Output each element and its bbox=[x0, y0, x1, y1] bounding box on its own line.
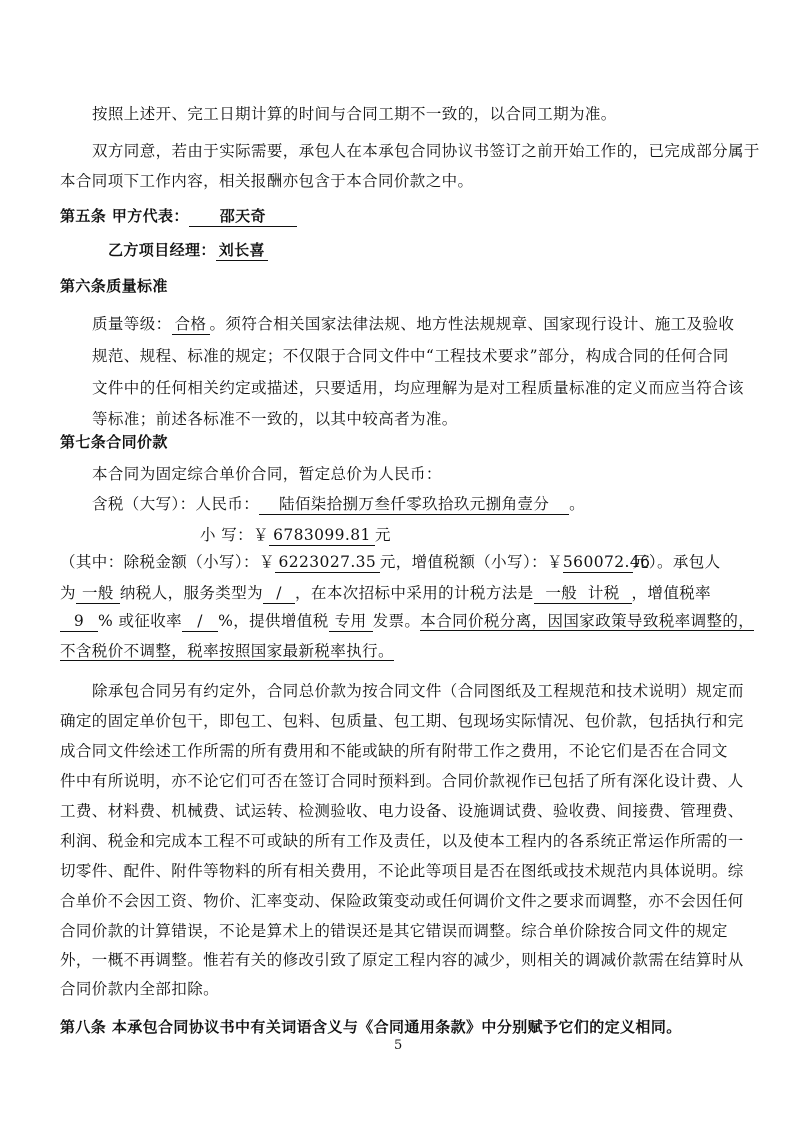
text: ，增值税率 bbox=[631, 584, 712, 602]
price-intro: 本合同为固定综合单价合同，暂定总价为人民币： bbox=[92, 465, 442, 483]
text: ，在本次招标中采用的计税方法是 bbox=[295, 584, 534, 602]
paragraph-line: 利润、税金和完成本工程不可或缺的所有工作及责任，以及使本工程内的各系统正常运作所需的一 bbox=[60, 832, 744, 850]
contractor-text: 元）。承包人 bbox=[632, 553, 721, 571]
paragraph-line: 确定的固定单价包干，即包工、包料、包质量、包工期、包现场实际情况、包价款，包括执行和完 bbox=[60, 712, 744, 730]
paragraph-line: 外，一概不再调整。惟若有关的修改引致了原定工程内容的减少，则相关的调减价款需在结算时从 bbox=[60, 951, 744, 969]
text: 发票。 bbox=[372, 612, 421, 630]
paragraph-line: 件中有所说明，亦不论它们可否在签订合同时预料到。合同价款视作已包括了所有深化设计费、人 bbox=[60, 772, 744, 790]
price-small-row bbox=[200, 525, 391, 546]
article-8-heading: 第八条 本承包合同协议书中有关词语含义与《合同通用条款》中分别赋予它们的定义相同。 bbox=[60, 1018, 682, 1036]
quality-grade: 合格 bbox=[172, 315, 210, 335]
punctuation: 。 bbox=[569, 495, 586, 513]
paragraph-line: 除承包合同另有约定外，合同总价款为按合同文件（合同图纸及工程规范和技术说明）规定而 bbox=[92, 682, 744, 700]
rate-note-row bbox=[60, 641, 394, 661]
vat-label: 元，增值税额（小写）：￥ bbox=[379, 553, 563, 571]
paragraph-line: 规范、规程、标准的规定；不仅限于合同文件中“工程技术要求”部分，构成合同的任何合同 bbox=[92, 347, 729, 365]
price-small-label: 小 写：￥ bbox=[200, 526, 269, 544]
price-small-unit: 元 bbox=[374, 526, 391, 544]
paragraph-line: 合单价不会因工资、物价、汇率变动、保险政策变动或任何调价文件之要求而调整，亦不会因任何 bbox=[60, 892, 744, 910]
paragraph-line: 切零件、配件、附件等物料的所有相关费用，不论此等项目是否在图纸或技术规范内具体说明。综 bbox=[60, 862, 744, 880]
price-capital-value: 陆佰柒拾捌万叁仟零玖拾玖元捌角壹分 bbox=[259, 495, 569, 515]
quality-label: 质量等级： bbox=[92, 315, 172, 333]
paragraph-line: 文件中的任何相关约定或描述，只要适用，均应理解为是对工程质量标准的定义而应当符合该 bbox=[92, 379, 744, 397]
project-manager-row bbox=[108, 240, 268, 261]
paragraph-line: 本合同项下工作内容，相关报酬亦包含于本合同价款之中。 bbox=[60, 172, 474, 190]
taxpayer-row bbox=[60, 583, 711, 604]
pretax-amount: 6223027.35 bbox=[275, 553, 380, 573]
paragraph-line: 工费、材料费、机械费、试运转、检测验收、电力设备、设施调试费、验收费、间接费、管理费、 bbox=[60, 802, 744, 820]
levy-rate: / bbox=[182, 612, 218, 632]
quality-line bbox=[92, 314, 734, 335]
tax-method-part: 一般 bbox=[545, 584, 578, 602]
paragraph-line: 合同价款内全部扣除。 bbox=[60, 980, 220, 998]
project-manager-name: 刘长喜 bbox=[216, 241, 268, 261]
service-type: / bbox=[263, 584, 295, 604]
pretax-label: （其中：除税金额（小写）：￥ bbox=[60, 553, 275, 571]
taxpayer-type: 一般 bbox=[76, 584, 120, 604]
paragraph-line: 按照上述开、完工日期计算的时间与合同工期不一致的，以合同工期为准。 bbox=[92, 105, 617, 123]
paragraph-line: 合同价款的计算错误，不论是算术上的错误还是其它错误而调整。综合单价除按合同文件的规定 bbox=[60, 922, 728, 940]
price-capital-label: 含税（大写）：人民币： bbox=[92, 495, 260, 513]
text: 为 bbox=[60, 584, 76, 602]
paragraph-line: 双方同意，若由于实际需要，承包人在本承包合同协议书签订之前开始工作的，已完成部分属于 bbox=[92, 142, 760, 160]
invoice-type: 专用 bbox=[329, 612, 373, 632]
tax-method bbox=[534, 584, 632, 604]
tax-breakdown-row bbox=[60, 552, 721, 573]
article-5-heading: 第五条 甲方代表： bbox=[60, 207, 189, 225]
underlined-clause: 不含税价不调整，税率按照国家最新税率执行。 bbox=[60, 642, 394, 660]
quality-text: 。须符合相关国家法律法规、地方性法规规章、国家现行设计、施工及验收 bbox=[209, 315, 735, 333]
vat-rate: 9 bbox=[60, 612, 98, 632]
rate-row bbox=[60, 611, 754, 632]
price-capital-row bbox=[92, 494, 585, 515]
text: 纳税人，服务类型为 bbox=[119, 584, 264, 602]
article-7-heading: 第七条合同价款 bbox=[60, 433, 168, 451]
page-number: 5 bbox=[394, 1038, 403, 1053]
party-a-representative: 邵天奇 bbox=[189, 207, 297, 227]
text: % 或征收率 bbox=[98, 612, 183, 630]
price-small-value: 6783099.81 bbox=[269, 526, 375, 546]
article-6-heading: 第六条质量标准 bbox=[60, 277, 168, 295]
vat-amount: 560072.46 bbox=[562, 553, 651, 571]
project-manager-label: 乙方项目经理： bbox=[108, 241, 216, 259]
text: %，提供增值税 bbox=[218, 612, 329, 630]
paragraph-line: 等标准；前述各标准不一致的，以其中较高者为准。 bbox=[92, 410, 458, 428]
article-5-row bbox=[60, 206, 297, 227]
underlined-clause: 本合同价税分离，因国家政策导致税率调整的， bbox=[420, 612, 755, 630]
paragraph-line: 成合同文件绘述工作所需的所有费用和不能或缺的所有附带工作之费用，不论它们是否在合同文 bbox=[60, 742, 728, 760]
tax-method-part: 计税 bbox=[587, 584, 620, 602]
